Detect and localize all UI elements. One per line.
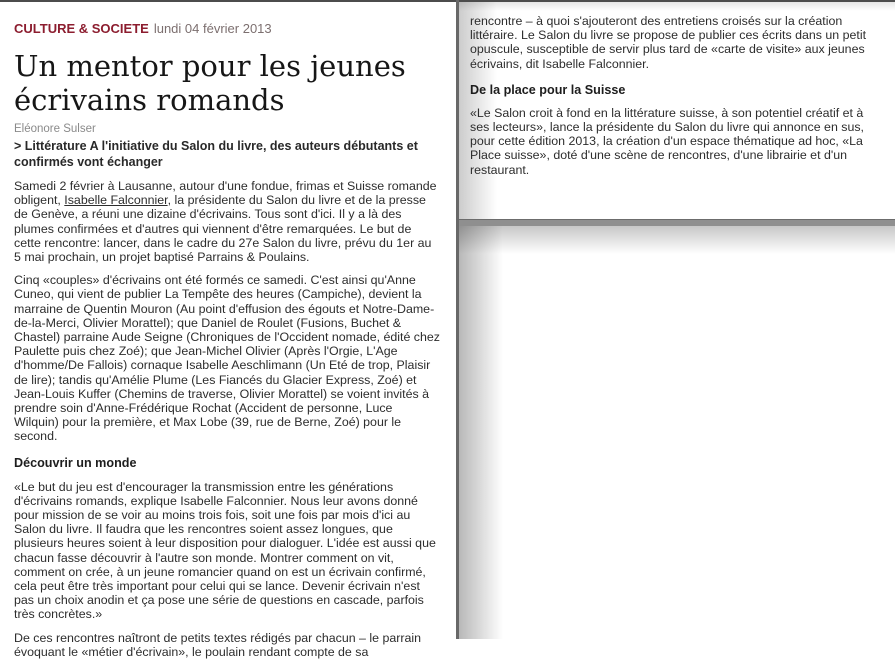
isabelle-falconnier-link[interactable]: Isabelle Falconnier bbox=[64, 193, 168, 208]
paragraph-1-text-before: Samedi 2 février à Lausanne, autour d'une fondue, frimas et Suisse romande obligent, bbox=[14, 179, 437, 208]
article-title: Un mentor pour les jeunes écrivains romands bbox=[14, 49, 406, 117]
article-right-column bbox=[459, 0, 895, 639]
article-lead: > Littérature A l'initiative du Salon du livre, des auteurs débutants et confirmés vont échanger bbox=[14, 139, 418, 169]
paragraph-1-text-after: , la présidente du Salon du livre et de la presse de Genève, a réuni une dizaine d'écrivains. Tous sont d'ici. Il y a là des plumes confirmées et d'autres qui viennent d'être remarquées. Le but de cette rencontre: lancer, dans le cadre du 27e Salon du livre, prévu du 1er au 5 mai prochain, un projet baptisé Parrains & Poulains. bbox=[14, 193, 432, 265]
article-date: lundi 04 février 2013 bbox=[153, 21, 272, 36]
paragraph-3: «Le but du jeu est d'encourager la transmission entre les générations d'écrivains romands, explique Isabelle Falconnier. Nous leur avons donné pour mission de se voir au moins trois fois, soit une fois par mois d'ici au Salon du livre. Il faudra que les rencontres soient assez longues, que plusieurs heures soient à leur disposition pour dialoguer. L'idée est aussi que chacun fasse découvrir à l'autre son monde. Montrer comment on vit, comment on crée, à un jeune romancier quand on est un écrivain confirmé, cela peut être très important pour celui qui se lance. Devenir écrivain n'est pas un choix anodin et ça pose une série de questions en cascade, parfois très concrètes.» bbox=[14, 479, 436, 622]
article-continuation-page bbox=[459, 2, 895, 219]
paragraph-5: rencontre – à quoi s'ajouteront des entretiens croisés sur la création littéraire. Le Salon du livre se propose de publier ces écrits dans un petit opuscule, susceptible de servir plus tard de «carte de visite» aux jeunes écrivains, dit Isabelle Falconnier. bbox=[470, 14, 867, 71]
paragraph-4: De ces rencontres naîtront de petits textes rédigés par chacun – le parrain évoquant le «métier d'écrivain», le poulain rendant compte de sa bbox=[14, 630, 422, 659]
subheading-de-la-place-pour-la-suisse: De la place pour la Suisse bbox=[470, 82, 626, 97]
top-border-rule bbox=[0, 0, 895, 2]
paragraph-2: Cinq «couples» d'écrivains ont été formés ce samedi. C'est ainsi qu'Anne Cuneo, qui vient de publier La Tempête des heures (Campiche), devient la marraine de Quentin Mouron (Au point d'effusion des égouts et Notre-Dame-de-la-Merci, Olivier Morattel); que Daniel de Roulet (Fusions, Buchet & Chastel) parraine Aude Seigne (Chroniques de l'Occident nomade, édité chez Paulette puis chez Zoé); que Jean-Michel Olivier (Après l'Orgie, L'Age d'homme/De Fallois) cornaque Isabelle Aeschlimann (Un Eté de trop, Plaisir de lire); tandis qu'Amélie Plume (Les Fiancés du Glacier Express, Zoé) et Jean-Louis Kuffer (Chemins de traverse, Olivier Morattel) se voient invités à prendre soin d'Anne-Frédérique Rochat (Accident de personne, Luce Wilquin) pour la première, et Max Lobe (39, rue de Berne, Zoé) pour le second. bbox=[14, 273, 440, 444]
kicker-row bbox=[14, 21, 440, 36]
section-label: CULTURE & SOCIETE bbox=[14, 21, 149, 36]
next-page-blank bbox=[459, 226, 895, 639]
article-byline: Eléonore Sulser bbox=[14, 123, 96, 135]
paragraph-1 bbox=[14, 179, 440, 264]
article-left-column bbox=[0, 2, 456, 659]
paragraph-6: «Le Salon croit à fond en la littérature suisse, à son potentiel créatif et à ses lecteurs», lance la présidente du Salon du livre qui annonce en sus, pour cette édition 2013, la création d'un espace thématique ad hoc, «La Place suisse», doté d'une scène de rencontres, d'une librairie et d'un restaurant. bbox=[470, 105, 864, 177]
page-break-bar bbox=[459, 219, 895, 226]
subheading-decouvrir-un-monde: Découvrir un monde bbox=[14, 455, 137, 470]
column-divider bbox=[456, 0, 459, 639]
